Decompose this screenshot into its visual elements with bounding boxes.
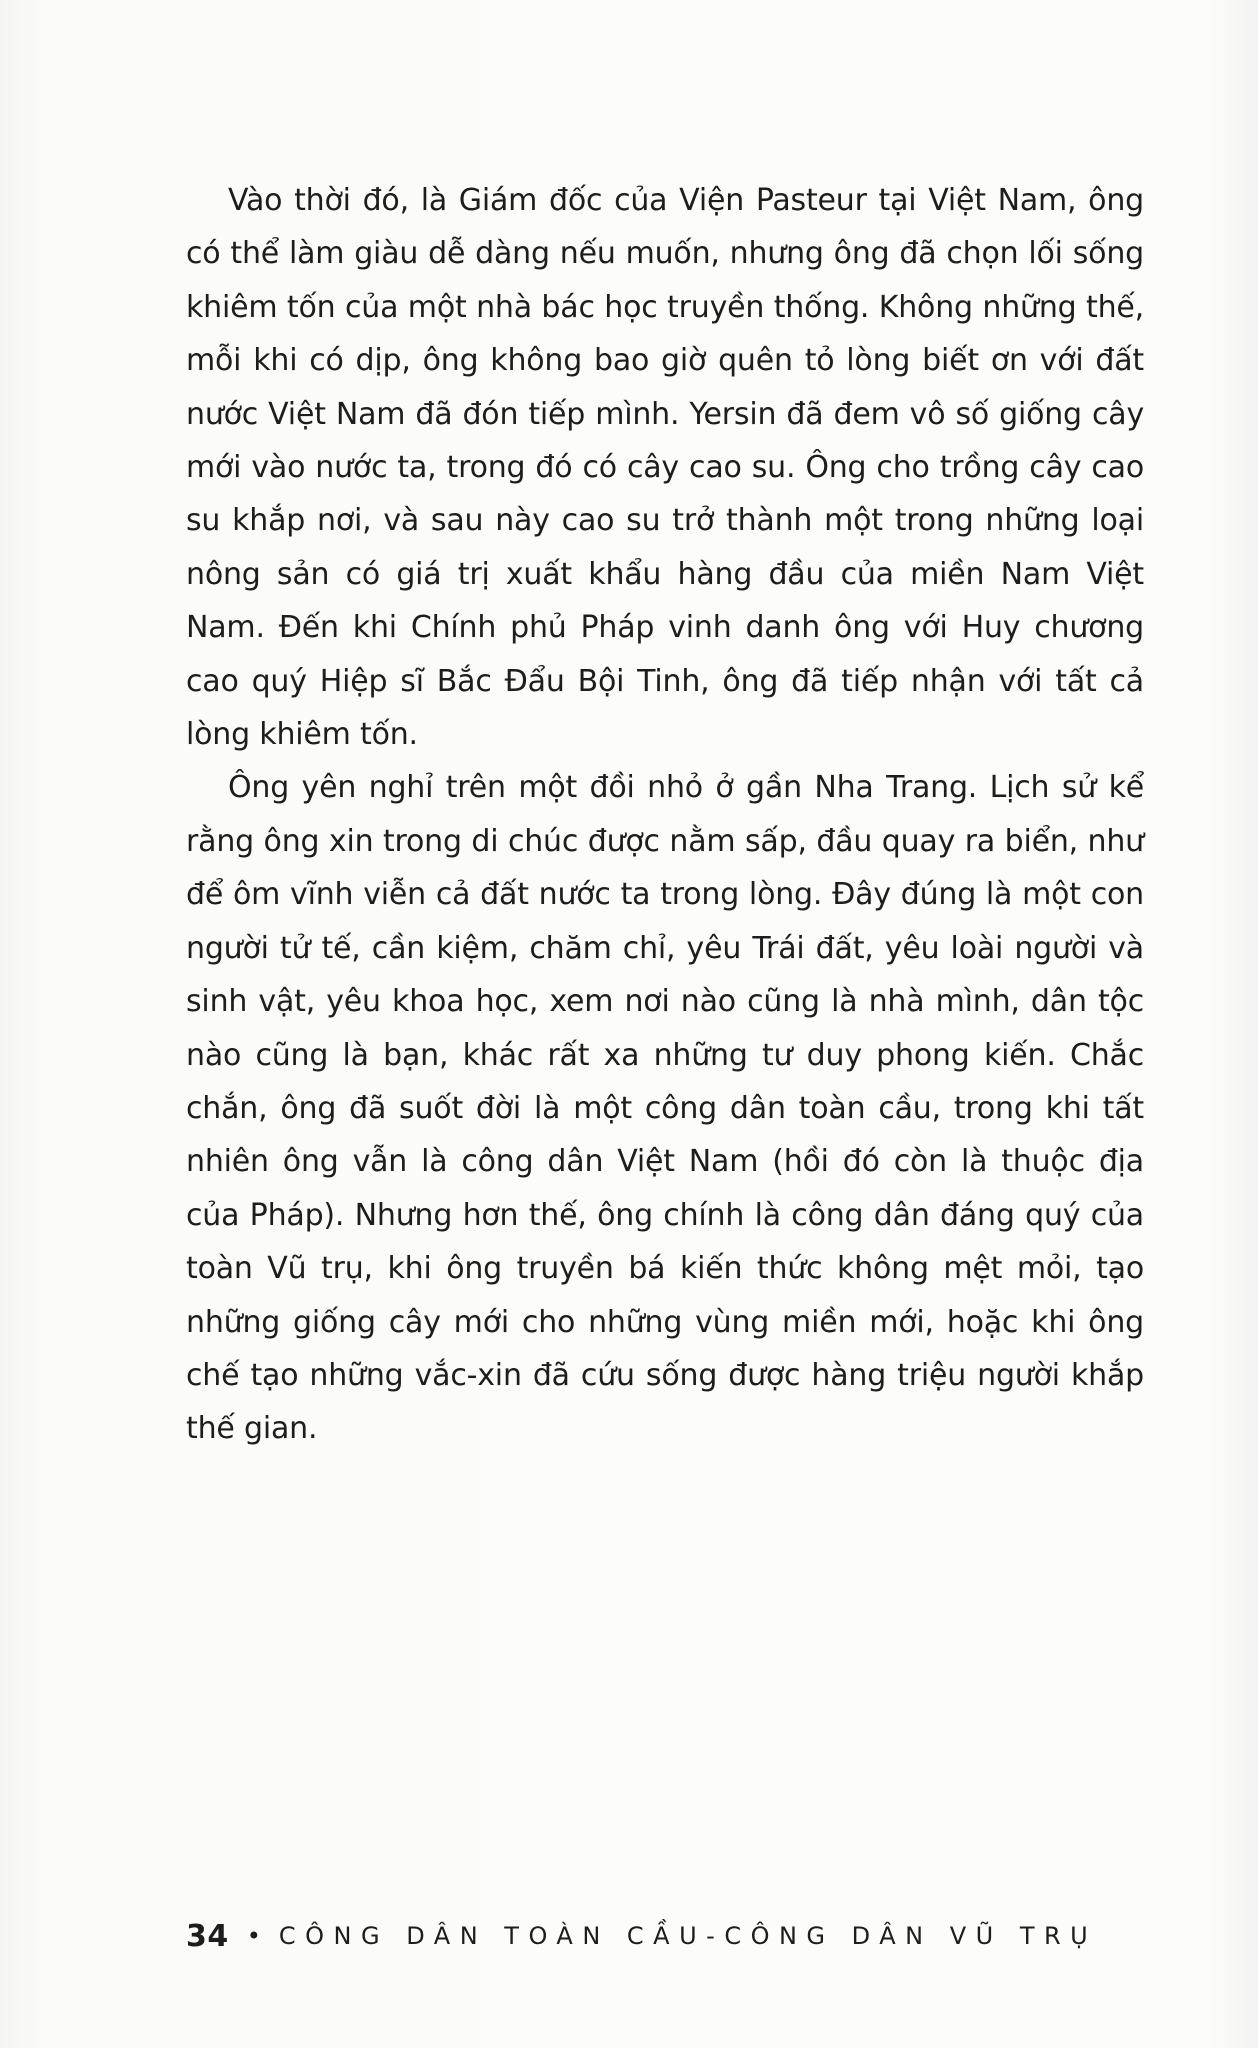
- paragraph-1: Vào thời đó, là Giám đốc của Viện Pasteur tại Việt Nam, ông có thể làm giàu dễ dàng nếu muốn, nhưng ông đã chọn lối sống khiêm tốn của một nhà bác học truyền thống. Không những thế, mỗi khi có dịp, ông không bao giờ quên tỏ lòng biết ơn với đất nước Việt Nam đã đón tiếp mình. Yersin đã đem vô số giống cây mới vào nước ta, trong đó có cây cao su. Ông cho trồng cây cao su khắp nơi, và sau này cao su trở thành một trong những loại nông sản có giá trị xuất khẩu hàng đầu của miền Nam Việt Nam. Đến khi Chính phủ Pháp vinh danh ông với Huy chương cao quý Hiệp sĩ Bắc Đẩu Bội Tinh, ông đã tiếp nhận với tất cả lòng khiêm tốn.: [186, 183, 1144, 753]
- running-title: CÔNG DÂN TOÀN CẦU-CÔNG DÂN VŨ TRỤ: [278, 1922, 1098, 1950]
- footer-separator: •: [246, 1922, 261, 1950]
- paragraph-2: Ông yên nghỉ trên một đồi nhỏ ở gần Nha Trang. Lịch sử kể rằng ông xin trong di chúc được nằm sấp, đầu quay ra biển, như để ôm vĩnh viễn cả đất nước ta trong lòng. Đây đúng là một con người tử tế, cần kiệm, chăm chỉ, yêu Trái đất, yêu loài người và sinh vật, yêu khoa học, xem nơi nào cũng là nhà mình, dân tộc nào cũng là bạn, khác rất xa những tư duy phong kiến. Chắc chắn, ông đã suốt đời là một công dân toàn cầu, trong khi tất nhiên ông vẫn là công dân Việt Nam (hồi đó còn là thuộc địa của Pháp). Nhưng hơn thế, ông chính là công dân đáng quý của toàn Vũ trụ, khi ông truyền bá kiến thức không mệt mỏi, tạo những giống cây mới cho những vùng miền mới, hoặc khi ông chế tạo những vắc-xin đã cứu sống được hàng triệu người khắp thế gian.: [186, 770, 1144, 1447]
- page-footer: [186, 1916, 1097, 1956]
- page-number: 34: [186, 1918, 229, 1954]
- body-text: [186, 174, 1144, 1456]
